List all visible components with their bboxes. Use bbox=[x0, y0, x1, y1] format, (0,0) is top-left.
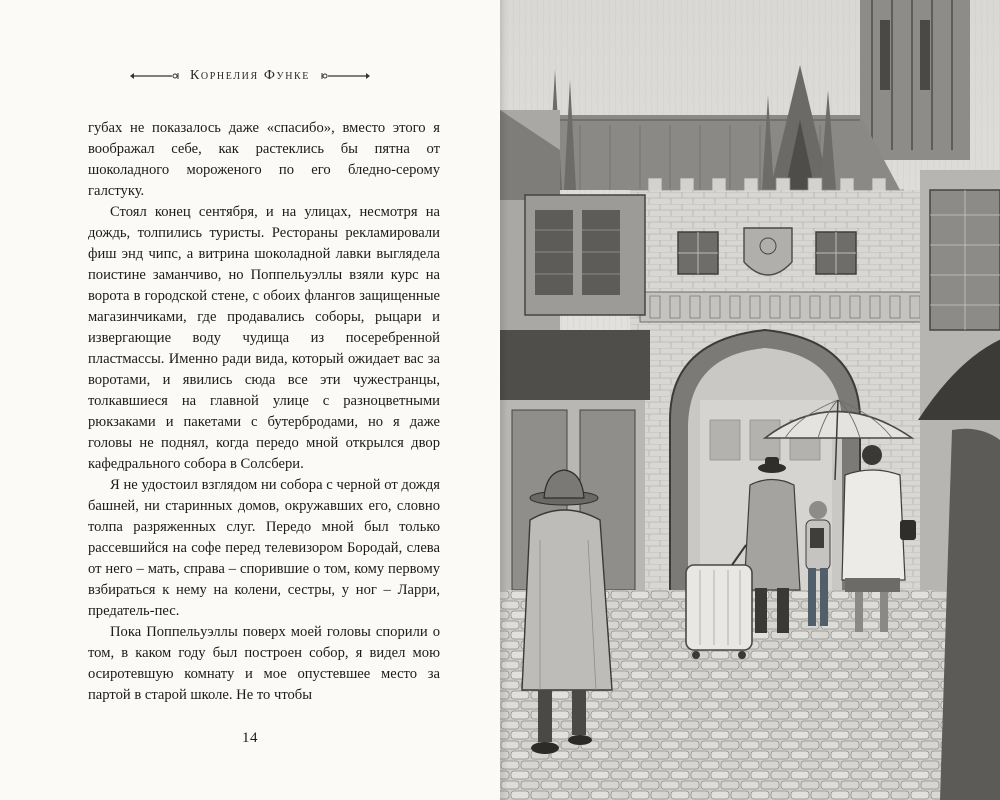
paragraph: Я не удостоил взглядом ни собора с черной от дождя башней, ни старинных домов, окружавших его, словно толпа разряженных слуг. Передо мной был только рассевшийся на софе перед телевизором Бородай, слева от него – мать, справа – спорившие о том, кому первому взбираться к нему на колени, сестры, у ног – Ларри, предатель-пес. bbox=[88, 477, 440, 619]
paragraph: Стоял конец сентября, и на улицах, несмотря на дождь, толпились туристы. Рестораны рекламировали фиш энд чипс, а витрина шоколадной лавки выглядела поистине заманчиво, но Поппельуэллы взяли курс на ворота в городской стене, с обоих флангов защищенные магазинчиками, где продавались соборы, рыцари и извергающие воду чудища из посеребренной пластмассы. Именно ради вида, который ожидает вас за воротами, и явились сюда все эти чужестранцы, толкавшиеся на главной улице с разноцветными рюкзаками и пакетами с бутербродами, но я даже головы не поднял, когда передо мной открылся двор кафедрального собора в Солсбери. bbox=[88, 204, 440, 472]
body-text bbox=[88, 118, 440, 706]
illustration-page bbox=[500, 0, 1000, 800]
page-number: 14 bbox=[242, 730, 258, 746]
paragraph: Пока Поппельуэллы поверх моей головы спорили о том, в каком году был построен собор, я видел мою осиротевшую комнату и мое опустевшее место за партой в старой школе. Не то чтобы bbox=[88, 624, 440, 703]
left-ornament-icon bbox=[128, 71, 180, 81]
running-title: Корнелия Функе bbox=[189, 68, 311, 83]
cathedral-gate-illustration bbox=[500, 0, 1000, 800]
right-ornament-icon bbox=[320, 71, 372, 81]
running-head bbox=[0, 68, 500, 84]
cathedral-tower bbox=[860, 0, 970, 160]
paragraph: губах не показалось даже «спасибо», вместо этого я воображал себе, как растеклись бы пятна от шоколадного мороженого по его бледно-серому галстуку. bbox=[88, 120, 440, 199]
